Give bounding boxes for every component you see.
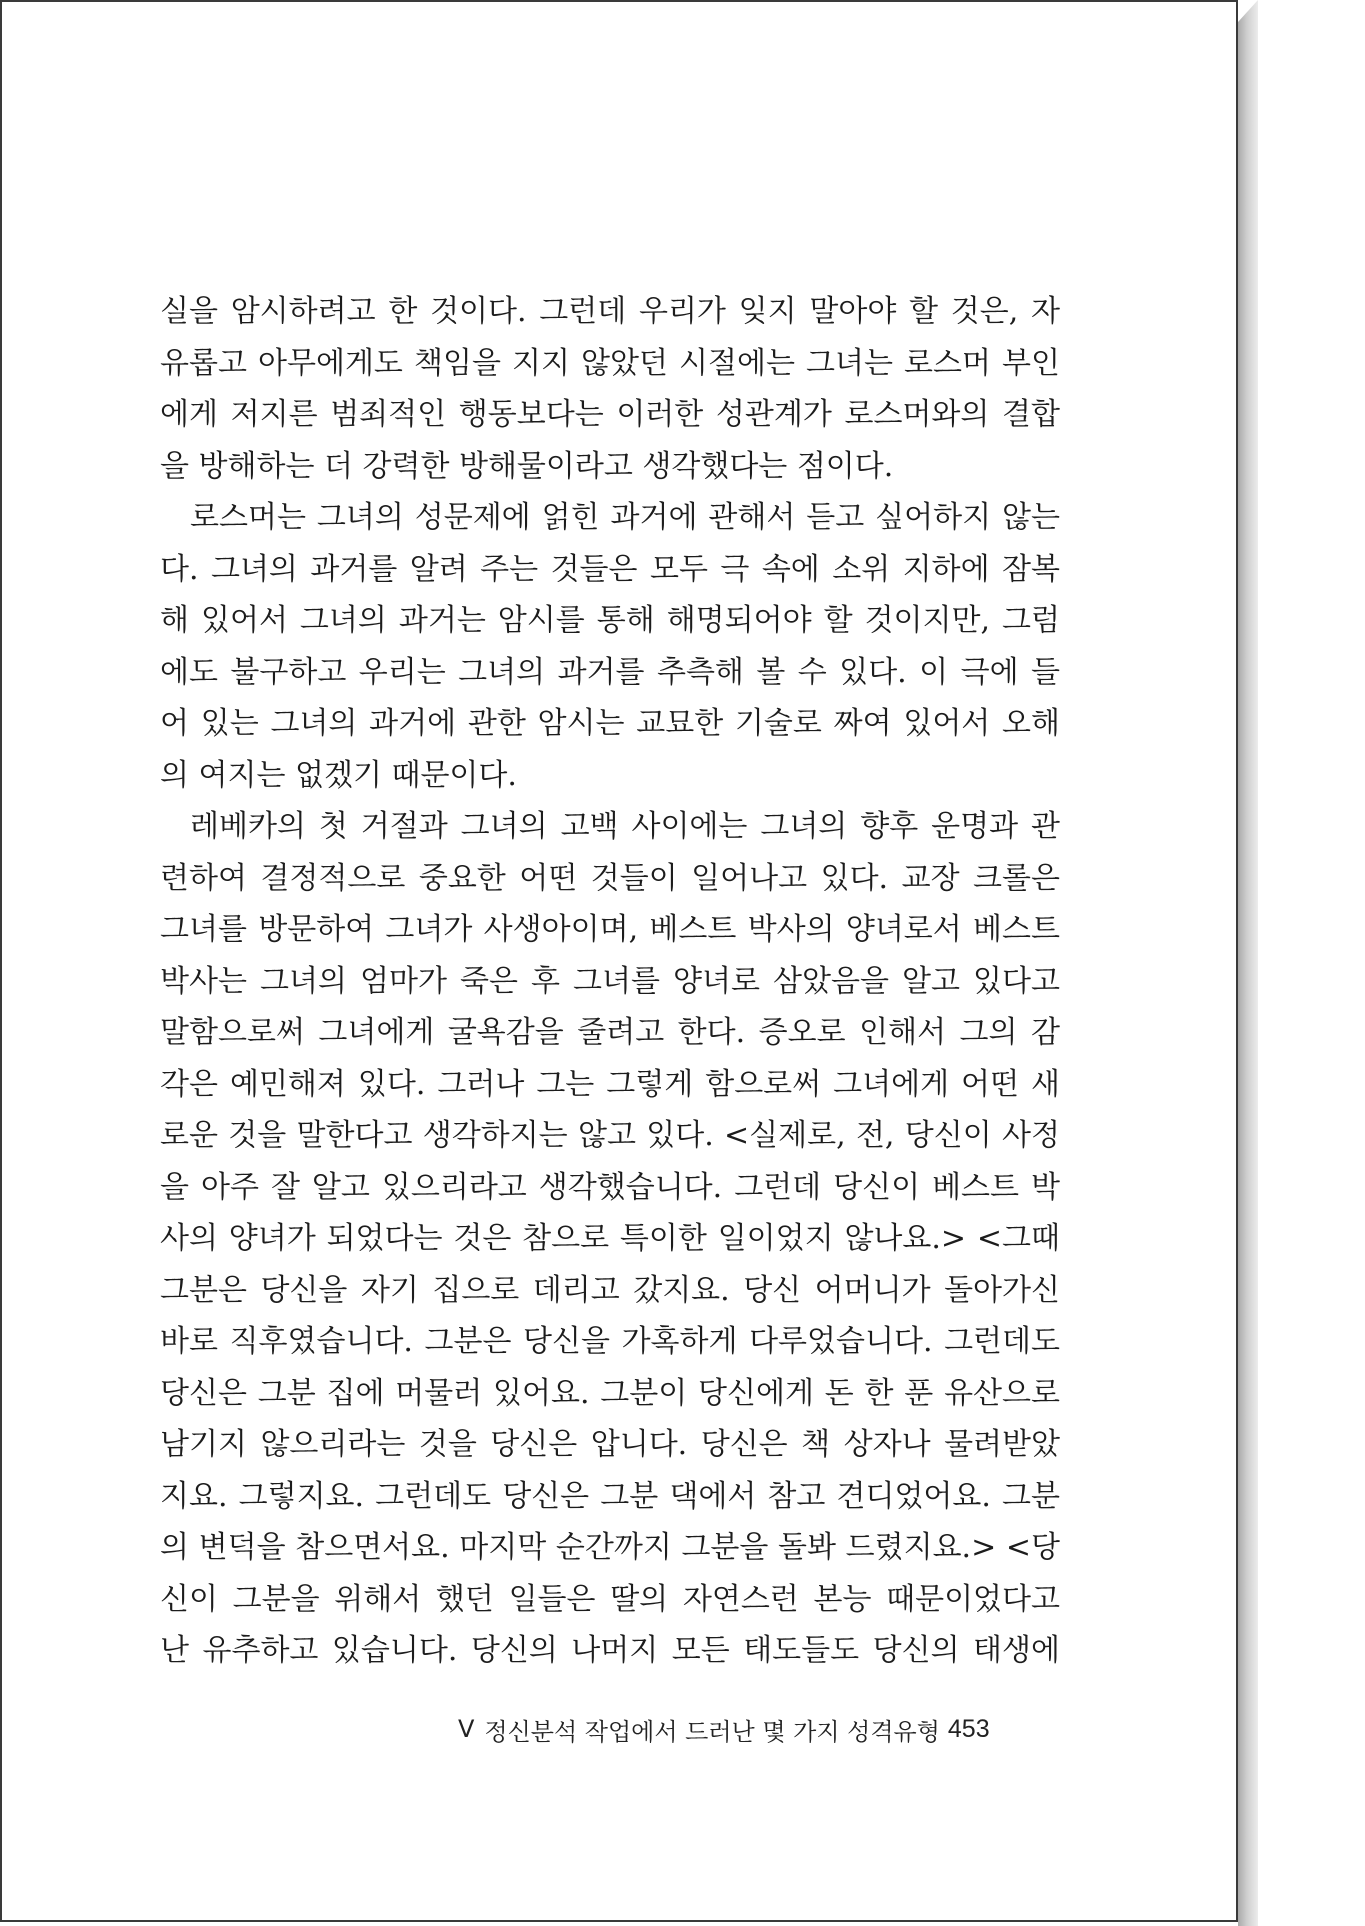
paragraph: [160, 492, 1060, 801]
text-line: 신이 그분을 위해서 했던 일들은 딸의 자연스런 본능 때문이었다고: [160, 1581, 1060, 1617]
text-line: 난 유추하고 있습니다. 당신의 나머지 모든 태도들도 당신의 태생에: [160, 1633, 1060, 1668]
text-line: 의 변덕을 참으면서요. 마지막 순간까지 그분을 돌봐 드렸지요.> <당: [160, 1530, 1060, 1565]
text-line: 당신은 그분 집에 머물러 있어요. 그분이 당신에게 돈 한 푼 유산으로: [160, 1375, 1060, 1411]
text-line: 에게 저지른 범죄적인 행동보다는 이러한 성관계가 로스머와의 결합: [160, 397, 1060, 432]
text-line: 에도 불구하고 우리는 그녀의 과거를 추측해 볼 수 있다. 이 극에 들: [160, 654, 1060, 690]
paragraph: [160, 286, 1060, 492]
running-footer: [458, 1709, 1018, 1749]
text-line: 다. 그녀의 과거를 알려 주는 것들은 모두 극 속에 소위 지하에 잠복: [160, 551, 1060, 587]
text-line: 을 방해하는 더 강력한 방해물이라고 생각했다는 점이다.: [160, 448, 894, 484]
text-line: 그녀를 방문하여 그녀가 사생아이며, 베스트 박사의 양녀로서 베스트: [160, 912, 1060, 947]
text-line: 유롭고 아무에게도 책임을 지지 않았던 시절에는 그녀는 로스머 부인: [160, 345, 1060, 381]
paragraph: [160, 801, 1060, 1677]
text-line: 의 여지는 없겠기 때문이다.: [160, 757, 517, 793]
text-line: 어 있는 그녀의 과거에 관한 암시는 교묘한 기술로 짜여 있어서 오해: [160, 706, 1060, 741]
text-line: 말함으로써 그녀에게 굴욕감을 줄려고 한다. 증오로 인해서 그의 감: [160, 1015, 1060, 1050]
text-line: 각은 예민해져 있다. 그러나 그는 그렇게 함으로써 그녀에게 어떤 새: [160, 1066, 1060, 1102]
text-line: 바로 직후였습니다. 그분은 당신을 가혹하게 다루었습니다. 그런데도: [160, 1324, 1060, 1359]
page-edge-shadow: [1238, 0, 1258, 1926]
text-line: 남기지 않으리라는 것을 당신은 압니다. 당신은 책 상자나 물려받았: [160, 1427, 1060, 1462]
page-corner: [1238, 0, 1258, 22]
text-line: 해 있어서 그녀의 과거는 암시를 통해 해명되어야 할 것이지만, 그럼: [160, 603, 1060, 638]
text-line: 로스머는 그녀의 성문제에 얽힌 과거에 관해서 듣고 싶어하지 않는: [190, 500, 1060, 535]
text-line: 박사는 그녀의 엄마가 죽은 후 그녀를 양녀로 삼았음을 알고 있다고: [160, 963, 1060, 999]
text-line: 을 아주 잘 알고 있으리라고 생각했습니다. 그런데 당신이 베스트 박: [160, 1169, 1060, 1205]
text-line: 로운 것을 말한다고 생각하지는 않고 있다. <실제로, 전, 당신이 사정: [160, 1118, 1060, 1153]
part-numeral: V: [458, 1715, 475, 1743]
text-line: 레베카의 첫 거절과 그녀의 고백 사이에는 그녀의 향후 운명과 관: [190, 809, 1060, 844]
text-line: 그분은 당신을 자기 집으로 데리고 갔지요. 당신 어머니가 돌아가신: [160, 1272, 1060, 1308]
page-number: 453: [947, 1714, 990, 1743]
text-line: 지요. 그렇지요. 그런데도 당신은 그분 댁에서 참고 견디었어요. 그분: [160, 1478, 1060, 1514]
body-text: [160, 286, 1060, 1677]
text-line: 사의 양녀가 되었다는 것은 참으로 특이한 일이었지 않나요.> <그때: [160, 1221, 1060, 1256]
text-line: 실을 암시하려고 한 것이다. 그런데 우리가 잊지 말아야 할 것은, 자: [160, 294, 1060, 329]
chapter-title: 정신분석 작업에서 드러난 몇 가지 성격유형: [484, 1717, 940, 1746]
text-line: 련하여 결정적으로 중요한 어떤 것들이 일어나고 있다. 교장 크롤은: [160, 860, 1060, 896]
